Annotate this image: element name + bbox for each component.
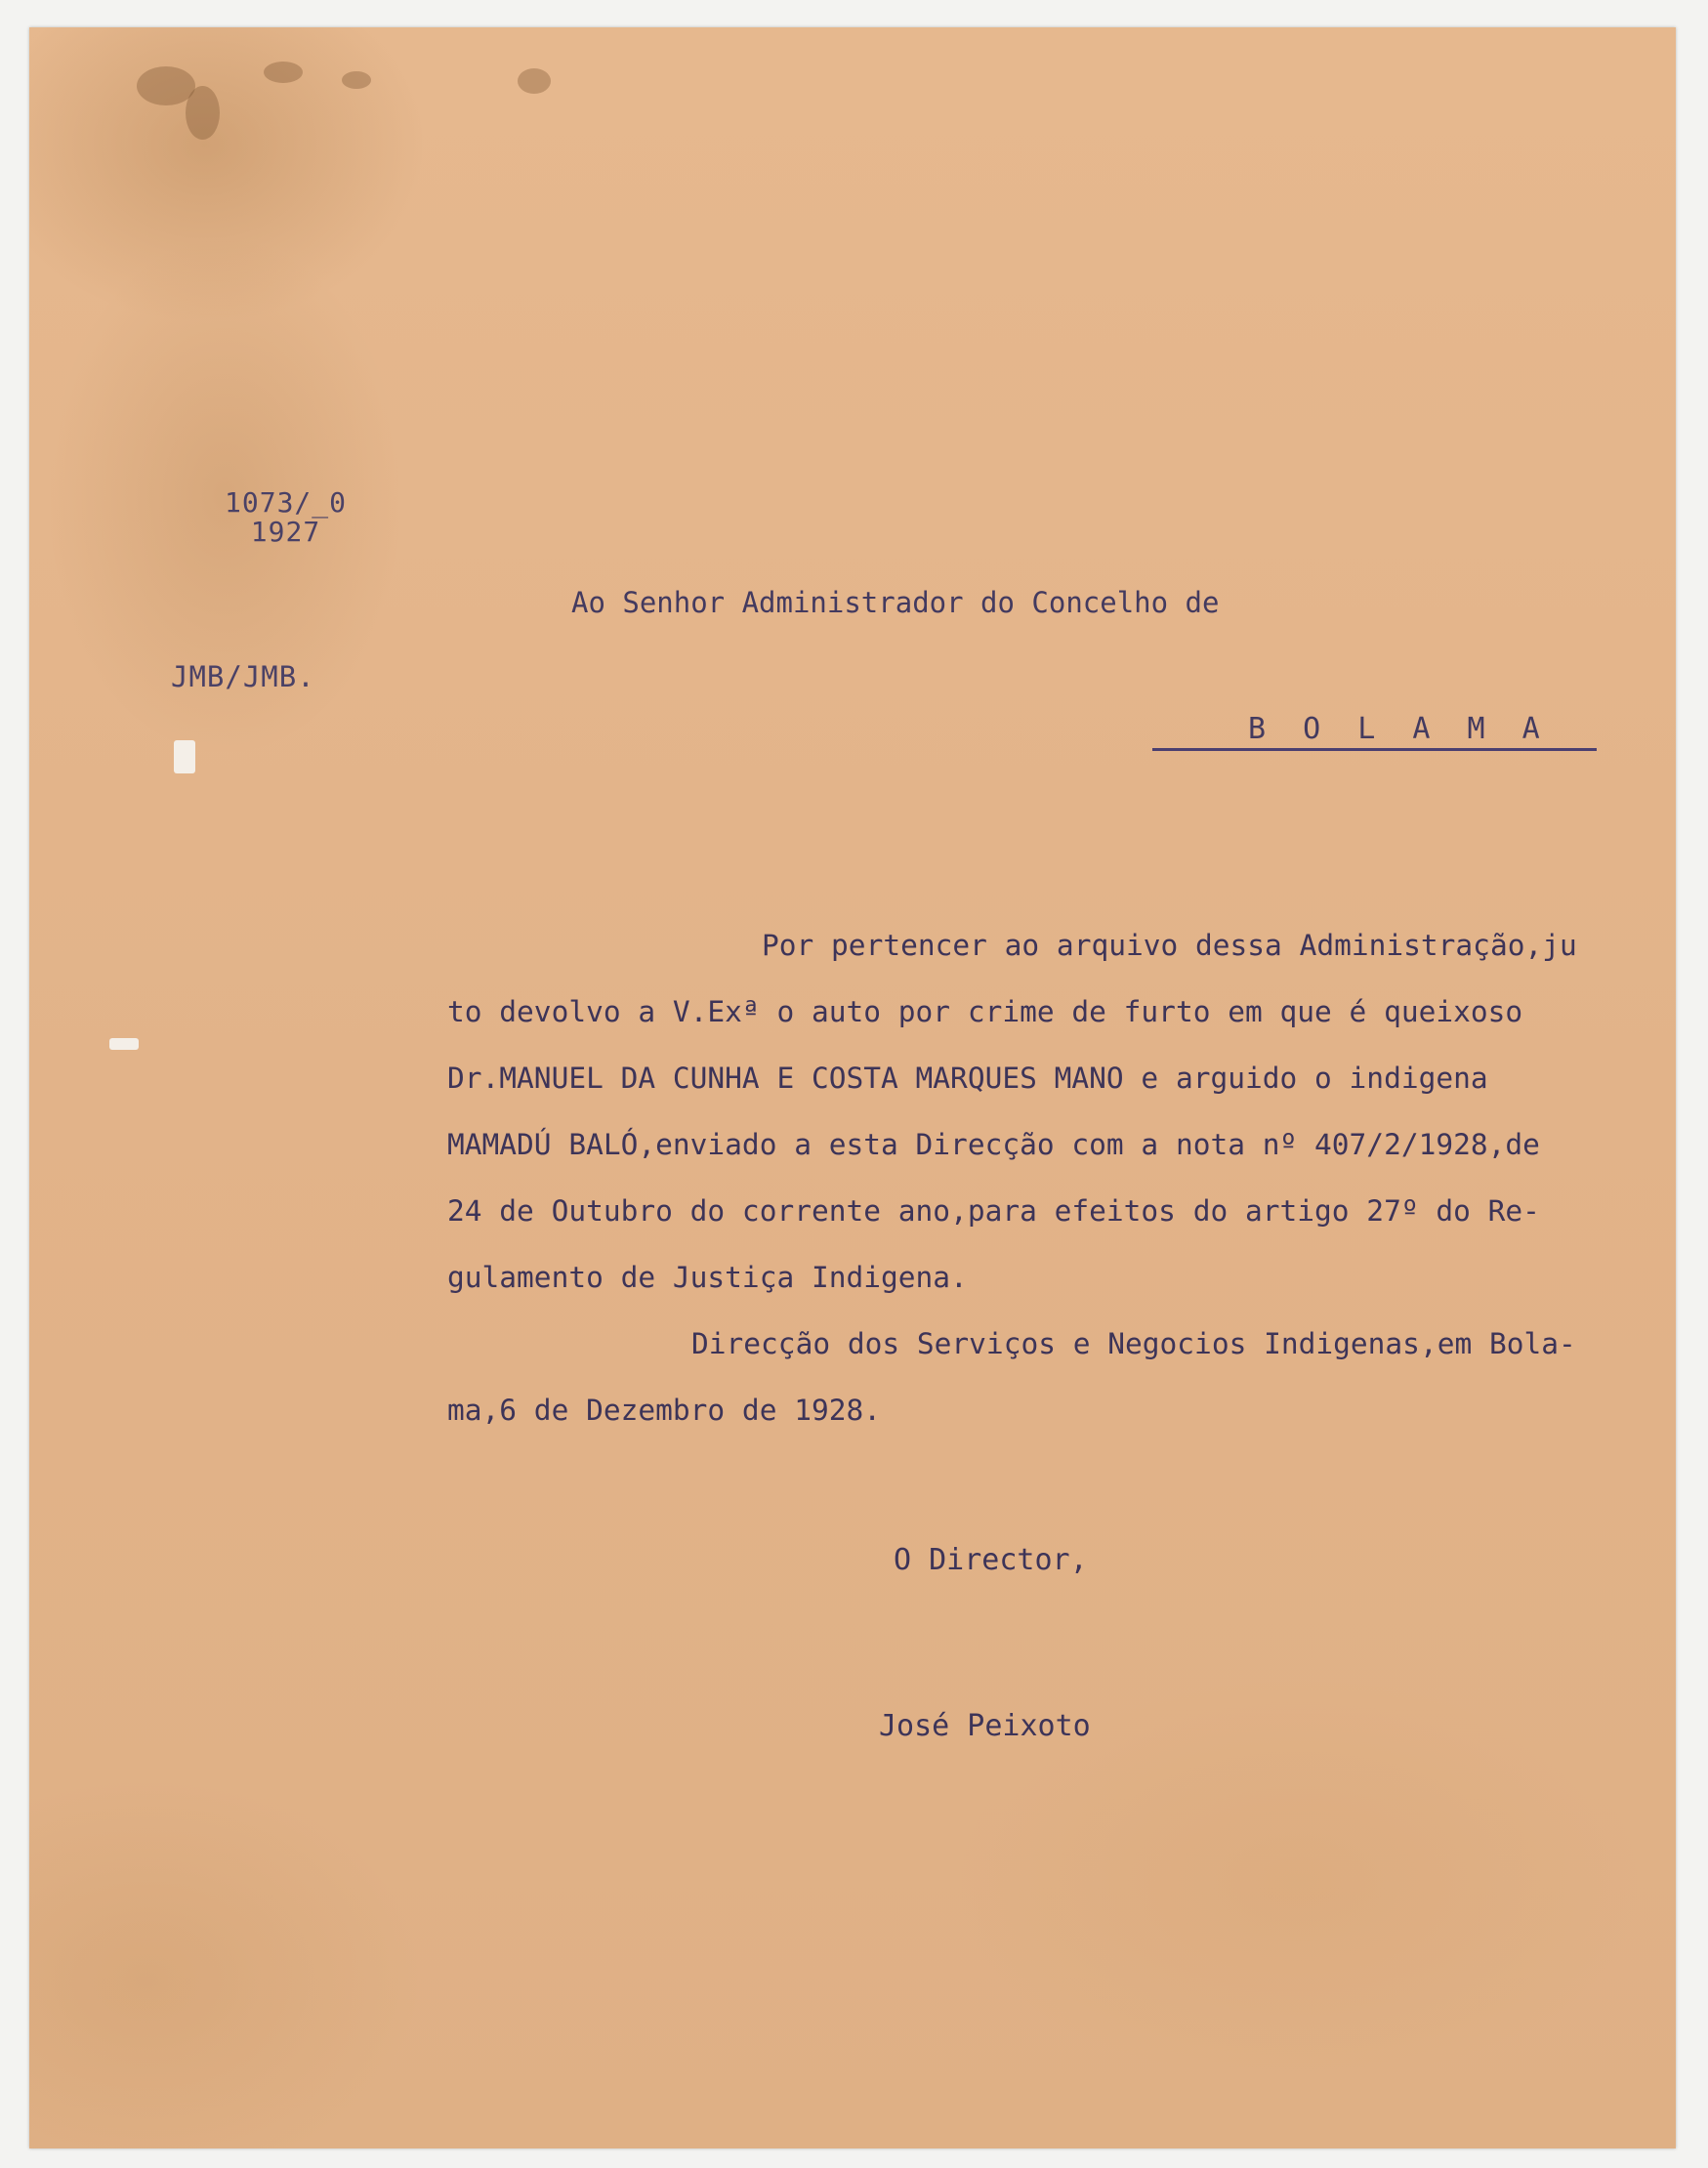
reference-year: 1927 <box>250 516 321 548</box>
paper-tear <box>109 1038 139 1050</box>
signatory-name: José Peixoto <box>879 1709 1091 1743</box>
place-date-line: ma,6 de Dezembro de 1928. <box>447 1394 882 1427</box>
place-date-line: Direcção dos Serviços e Negocios Indigenas,em Bola- <box>691 1327 1576 1360</box>
document-page <box>29 27 1676 2148</box>
body-line: to devolvo a V.Exª o auto por crime de furto em que é queixoso <box>447 995 1523 1028</box>
closing-title: O Director, <box>894 1543 1088 1577</box>
reference-number: 1073/_0 <box>225 486 348 519</box>
body-line: 24 de Outubro do corrente ano,para efeitos do artigo 27º do Re- <box>447 1194 1540 1228</box>
typist-initials: JMB/JMB. <box>171 660 315 693</box>
letter-body <box>447 912 1697 1443</box>
paper-tear <box>174 740 195 773</box>
stain <box>264 62 303 83</box>
reference-number-block <box>225 488 347 547</box>
body-line: Dr.MANUEL DA CUNHA E COSTA MARQUES MANO e arguido o indigena <box>447 1062 1488 1095</box>
addressee-city: B O L A M A <box>1152 711 1597 751</box>
body-line: gulamento de Justiça Indigena. <box>447 1261 968 1294</box>
addressee-line: Ao Senhor Administrador do Concelho de <box>571 586 1220 619</box>
body-line: MAMADÚ BALÓ,enviado a esta Direcção com a nota nº 407/2/1928,de <box>447 1128 1540 1161</box>
body-line: Por pertencer ao arquivo dessa Administração,ju <box>762 929 1577 962</box>
stain <box>518 68 551 94</box>
stain <box>342 71 371 89</box>
stain <box>186 86 220 140</box>
